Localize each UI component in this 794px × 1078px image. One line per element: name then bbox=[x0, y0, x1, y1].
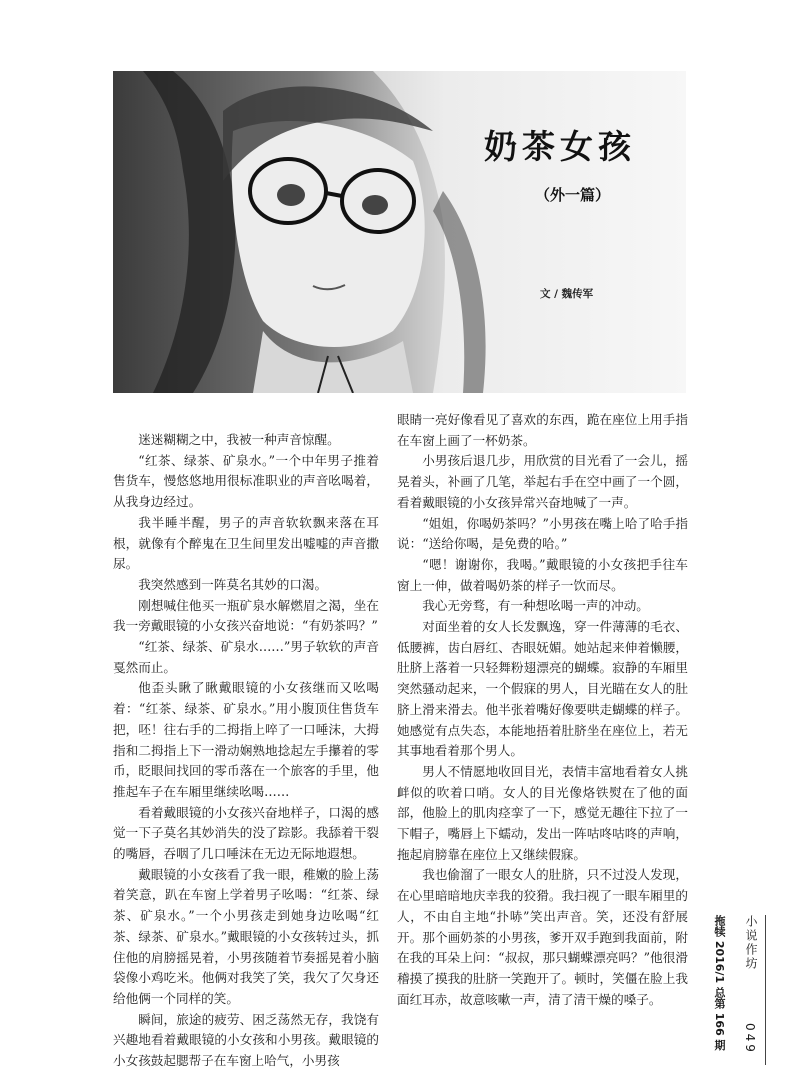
girl-with-glasses-illustration bbox=[113, 71, 686, 393]
page-footer-sidebar bbox=[711, 915, 779, 1065]
article-title: 奶茶女孩 bbox=[484, 127, 636, 166]
footer-divider bbox=[765, 915, 766, 1065]
paragraph: 男人不情愿地收回目光，表情丰富地看着女人挑衅似的吹着口哨。女人的目光像烙铁熨在了他的面部，他脸上的肌肉痉挛了一下，感觉无趣往下拉了一下帽子，嘴唇上下蠕动，发出一阵咕咚咕咚的声响，拖起肩膀靠在座位上又继续假寐。 bbox=[397, 763, 688, 862]
paragraph: 他歪头瞅了瞅戴眼镜的小女孩继而又吆喝着：“红茶、绿茶、矿泉水。”用小腹顶住售货车把，呸！往右手的二拇指上啐了一口唾沫，大拇指和二拇指上下一滑动娴熟地捻起左手攥着的零币，眨眼间找回的零币落在一个旅客的手里，他推起车子在车厢里继续吆喝…… bbox=[113, 680, 379, 799]
left-text-column bbox=[113, 430, 379, 1072]
paragraph: 刚想喊住他买一瓶矿泉水解燃眉之渴，坐在我一旁戴眼镜的小女孩兴奋地说：“有奶茶吗？” bbox=[113, 597, 379, 634]
paragraph: 对面坐着的女人长发飘逸，穿一件薄薄的毛衣、低腰裤，齿白唇红、杏眼妩媚。她站起来伸着懒腰，肚脐上落着一只轻舞粉翅漂亮的蝴蝶。寂静的车厢里突然骚动起来，一个假寐的男人，目光瞄在女人的肚脐上滑来滑去。他半张着嘴好像要哄走蝴蝶的样子。她感觉有点失态，本能地捂着肚脐坐在座位上，若无其事地看着那个男人。 bbox=[397, 619, 688, 759]
section-name: 小说作坊 bbox=[744, 915, 758, 971]
right-text-column bbox=[397, 410, 688, 1010]
paragraph: 我也偷溜了一眼女人的肚脐，只不过没人发现，在心里暗暗地庆幸我的狡猾。我扫视了一眼车厢里的人，不由自主地“扑哧”笑出声音。笑，还没有舒展开。那个画奶茶的小男孩，爹开双手跑到我面前，附在我的耳朵上问：“叔叔，那只蝴蝶漂亮吗？”他很滑稽摸了摸我的肚脐一笑跑开了。顿时，笑僵在脸上我面红耳赤，故意咳嗽一声，清了清干燥的嗓子。 bbox=[397, 867, 688, 1007]
issue-info: 拖犊 2016/1 总第 166 期 bbox=[713, 915, 726, 1051]
page-number: 049 bbox=[743, 1023, 757, 1055]
article-subtitle: （外一篇） bbox=[535, 186, 611, 204]
paragraph: 小男孩后退几步，用欣赏的目光看了一会儿，摇晃着头，补画了几笔，举起右手在空中画了一个圆，看着戴眼镜的小女孩异常兴奋地喊了一声。 bbox=[397, 453, 688, 510]
paragraph: “姐姐，你喝奶茶吗？”小男孩在嘴上哈了哈手指说：“送给你喝，是免费的哈。” bbox=[397, 515, 688, 552]
paragraph: “红茶、绿茶、矿泉水……”男子软软的声音戛然而止。 bbox=[113, 639, 379, 675]
paragraph: 看着戴眼镜的小女孩兴奋地样子，口渴的感觉一下子莫名其妙消失的没了踪影。我舔着干裂的嘴唇，吞咽了几口唾沫在无边无际地遐想。 bbox=[113, 804, 379, 862]
paragraph: “红茶、绿茶、矿泉水。”一个中年男子推着售货车，慢悠悠地用很标准职业的声音吆喝着，从我身边经过。 bbox=[113, 452, 379, 510]
paragraph: 我心无旁骛，有一种想吆喝一声的冲动。 bbox=[422, 598, 649, 614]
paragraph: 我半睡半醒，男子的声音软软飘来落在耳根，就像有个醉鬼在卫生间里发出嘘嘘的声音撒尿。 bbox=[113, 514, 379, 572]
author-byline: 文 / 魏传军 bbox=[540, 288, 594, 300]
paragraph: 瞬间，旅途的疲劳、困乏荡然无存，我饶有兴趣地看着戴眼镜的小女孩和小男孩。戴眼镜的小女孩鼓起腮帮子在车窗上哈气，小男孩 bbox=[113, 1011, 379, 1069]
paragraph: 迷迷糊糊之中，我被一种声音惊醒。 bbox=[138, 432, 340, 447]
paragraph: “嗯！谢谢你，我喝。”戴眼镜的小女孩把手往车窗上一伸，做着喝奶茶的样子一饮而尽。 bbox=[397, 556, 688, 593]
paragraph: 戴眼镜的小女孩看了我一眼，稚嫩的脸上荡着笑意，趴在车窗上学着男子吆喝：“红茶、绿茶、矿泉水。”一个小男孩走到她身边吆喝“红茶、绿茶、矿泉水。”戴眼镜的小女孩转过头，抓住他的肩膀摇晃着，小男孩随着节奏摇晃着小脑袋像小鸡吃米。他俩对我笑了笑，我欠了欠身还给他俩一个同样的笑。 bbox=[113, 866, 379, 1006]
paragraph-continued: 眼睛一亮好像看见了喜欢的东西，跪在座位上用手指在车窗上画了一杯奶茶。 bbox=[397, 412, 688, 448]
header-illustration bbox=[113, 71, 686, 393]
paragraph: 我突然感到一阵莫名其妙的口渴。 bbox=[138, 576, 328, 592]
